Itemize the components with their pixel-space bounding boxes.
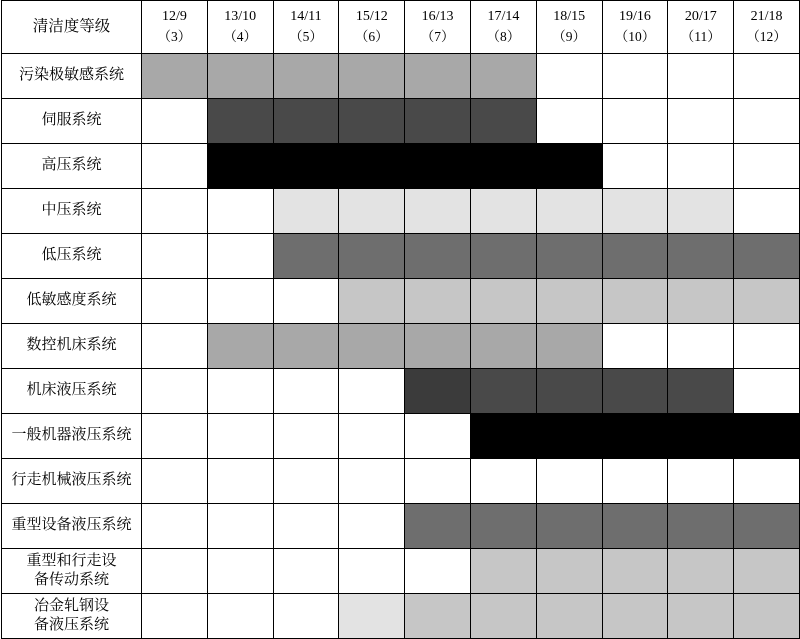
table-row <box>2 549 800 594</box>
cell-r0-c5 <box>470 54 536 99</box>
row-label-1-line1: 伺服系统 <box>41 112 102 129</box>
cell-r11-c1 <box>207 549 273 594</box>
cell-r8-c4 <box>405 414 471 459</box>
cell-r1-c4 <box>405 99 471 144</box>
cell-r5-c3 <box>339 279 405 324</box>
cell-r3-c4 <box>405 189 471 234</box>
cell-r0-c8 <box>668 54 734 99</box>
cell-r3-c0 <box>142 189 208 234</box>
table-row <box>2 504 800 549</box>
cell-r1-c0 <box>142 99 208 144</box>
cell-r11-c4 <box>405 549 471 594</box>
cell-r8-c3 <box>339 414 405 459</box>
cell-r3-c8 <box>668 189 734 234</box>
cell-r11-c3 <box>339 549 405 594</box>
cell-r3-c9 <box>734 189 800 234</box>
cell-r2-c1 <box>207 144 273 189</box>
table-row <box>2 189 800 234</box>
cell-r5-c1 <box>207 279 273 324</box>
cell-r2-c5 <box>470 144 536 189</box>
cell-r10-c5 <box>470 504 536 549</box>
cell-r9-c8 <box>668 459 734 504</box>
column-header-3-top: 15/12 <box>355 9 388 25</box>
cell-r0-c6 <box>536 54 602 99</box>
cell-r12-c8 <box>668 594 734 639</box>
row-label-11-line1: 重型和行走设 <box>26 552 117 569</box>
cell-r9-c2 <box>273 459 339 504</box>
cell-r6-c9 <box>734 324 800 369</box>
column-header-7-bottom: （10） <box>614 29 656 45</box>
cell-r3-c5 <box>470 189 536 234</box>
column-header-8 <box>668 1 734 54</box>
cell-r4-c9 <box>734 234 800 279</box>
cell-r12-c5 <box>470 594 536 639</box>
cell-r9-c7 <box>602 459 668 504</box>
cell-r2-c2 <box>273 144 339 189</box>
row-label-11-line2: 备传动系统 <box>33 572 109 588</box>
cell-r12-c1 <box>207 594 273 639</box>
cell-r0-c2 <box>273 54 339 99</box>
cell-r4-c2 <box>273 234 339 279</box>
cell-r7-c3 <box>339 369 405 414</box>
column-header-9-bottom: （12） <box>746 29 787 45</box>
column-header-2-top: 14/11 <box>290 9 322 25</box>
column-header-8-top: 20/17 <box>684 9 717 25</box>
cell-r2-c8 <box>668 144 734 189</box>
row-label-6-line1: 数控机床系统 <box>26 337 117 354</box>
column-header-9-top: 21/18 <box>750 9 783 25</box>
cell-r4-c1 <box>207 234 273 279</box>
cell-r6-c0 <box>142 324 208 369</box>
column-header-0-top: 12/9 <box>161 9 187 25</box>
cell-r7-c7 <box>602 369 668 414</box>
row-label-9 <box>2 459 142 504</box>
column-header-6 <box>536 1 602 54</box>
cell-r7-c8 <box>668 369 734 414</box>
row-label-3 <box>2 189 142 234</box>
row-label-12-line1: 冶金轧钢设 <box>33 597 109 614</box>
column-header-3 <box>339 1 405 54</box>
cell-r8-c1 <box>207 414 273 459</box>
table-row <box>2 279 800 324</box>
table-body <box>2 54 800 639</box>
row-label-2-line1: 高压系统 <box>41 157 102 174</box>
cell-r11-c2 <box>273 549 339 594</box>
row-label-3-line1: 中压系统 <box>41 202 102 219</box>
row-label-7-line1: 机床液压系统 <box>26 382 117 399</box>
header-row <box>2 1 800 54</box>
row-label-12-line2: 备液压系统 <box>33 617 109 633</box>
row-label-2 <box>2 144 142 189</box>
cell-r1-c9 <box>734 99 800 144</box>
column-header-7-top: 19/16 <box>619 9 651 25</box>
cell-r6-c1 <box>207 324 273 369</box>
column-header-4-top: 16/13 <box>421 9 454 25</box>
table-row <box>2 369 800 414</box>
row-label-9-line1: 行走机械液压系统 <box>11 472 132 489</box>
cell-r10-c2 <box>273 504 339 549</box>
cell-r8-c9 <box>734 414 800 459</box>
table-row <box>2 234 800 279</box>
cell-r5-c6 <box>536 279 602 324</box>
cell-r4-c4 <box>405 234 471 279</box>
cell-r1-c2 <box>273 99 339 144</box>
cell-r12-c7 <box>602 594 668 639</box>
cell-r4-c7 <box>602 234 668 279</box>
column-header-6-top: 18/15 <box>553 9 586 25</box>
column-header-5-top: 17/14 <box>487 9 520 25</box>
table-header <box>2 1 800 54</box>
cell-r7-c6 <box>536 369 602 414</box>
cell-r2-c0 <box>142 144 208 189</box>
cell-r1-c6 <box>536 99 602 144</box>
cleanliness-level-table <box>1 0 800 639</box>
column-header-2-bottom: （5） <box>289 29 323 45</box>
column-header-1 <box>207 1 273 54</box>
cell-r9-c1 <box>207 459 273 504</box>
row-label-8-line1: 一般机器液压系统 <box>11 427 132 444</box>
row-label-8 <box>2 414 142 459</box>
cell-r8-c0 <box>142 414 208 459</box>
column-header-9 <box>734 1 800 54</box>
cell-r4-c3 <box>339 234 405 279</box>
cell-r0-c0 <box>142 54 208 99</box>
cell-r11-c7 <box>602 549 668 594</box>
row-label-11 <box>2 549 142 594</box>
cell-r7-c5 <box>470 369 536 414</box>
cell-r10-c3 <box>339 504 405 549</box>
cell-r2-c3 <box>339 144 405 189</box>
table-row <box>2 459 800 504</box>
row-label-6 <box>2 324 142 369</box>
cell-r12-c3 <box>339 594 405 639</box>
cell-r9-c0 <box>142 459 208 504</box>
row-label-12 <box>2 594 142 639</box>
cell-r5-c2 <box>273 279 339 324</box>
cell-r0-c4 <box>405 54 471 99</box>
cell-r6-c8 <box>668 324 734 369</box>
cell-r9-c3 <box>339 459 405 504</box>
row-label-4 <box>2 234 142 279</box>
cell-r3-c3 <box>339 189 405 234</box>
cell-r6-c2 <box>273 324 339 369</box>
row-label-1 <box>2 99 142 144</box>
cell-r10-c1 <box>207 504 273 549</box>
cell-r10-c8 <box>668 504 734 549</box>
cell-r7-c0 <box>142 369 208 414</box>
column-header-1-bottom: （4） <box>223 29 258 45</box>
cell-r6-c4 <box>405 324 471 369</box>
row-label-4-line1: 低压系统 <box>41 247 102 264</box>
cell-r8-c6 <box>536 414 602 459</box>
cell-r6-c7 <box>602 324 668 369</box>
cell-r11-c8 <box>668 549 734 594</box>
column-header-4 <box>405 1 471 54</box>
cell-r0-c3 <box>339 54 405 99</box>
cell-r1-c1 <box>207 99 273 144</box>
cell-r10-c7 <box>602 504 668 549</box>
cell-r10-c0 <box>142 504 208 549</box>
cell-r11-c0 <box>142 549 208 594</box>
cell-r12-c0 <box>142 594 208 639</box>
corner-header-label: 清洁度等级 <box>2 1 142 54</box>
cell-r2-c7 <box>602 144 668 189</box>
cell-r8-c5 <box>470 414 536 459</box>
cell-r1-c3 <box>339 99 405 144</box>
cell-r5-c7 <box>602 279 668 324</box>
column-header-5 <box>470 1 536 54</box>
table-row <box>2 594 800 639</box>
cell-r7-c9 <box>734 369 800 414</box>
cell-r7-c2 <box>273 369 339 414</box>
table-row <box>2 99 800 144</box>
column-header-4-bottom: （7） <box>420 29 455 45</box>
row-label-5 <box>2 279 142 324</box>
cell-r11-c6 <box>536 549 602 594</box>
cell-r9-c9 <box>734 459 800 504</box>
cell-r12-c6 <box>536 594 602 639</box>
cell-r5-c5 <box>470 279 536 324</box>
cell-r7-c4 <box>405 369 471 414</box>
cell-r4-c6 <box>536 234 602 279</box>
row-label-10-line1: 重型设备液压系统 <box>11 517 132 534</box>
cell-r12-c2 <box>273 594 339 639</box>
cell-r5-c9 <box>734 279 800 324</box>
cell-r3-c6 <box>536 189 602 234</box>
cell-r6-c3 <box>339 324 405 369</box>
cell-r10-c4 <box>405 504 471 549</box>
column-header-1-top: 13/10 <box>224 9 257 25</box>
cell-r3-c1 <box>207 189 273 234</box>
table-row <box>2 144 800 189</box>
cell-r1-c5 <box>470 99 536 144</box>
cell-r1-c7 <box>602 99 668 144</box>
column-header-5-bottom: （8） <box>486 29 521 45</box>
cell-r2-c6 <box>536 144 602 189</box>
cell-r8-c2 <box>273 414 339 459</box>
cell-r4-c8 <box>668 234 734 279</box>
row-label-7 <box>2 369 142 414</box>
cell-r8-c7 <box>602 414 668 459</box>
cell-r4-c0 <box>142 234 208 279</box>
cell-r9-c4 <box>405 459 471 504</box>
cell-r11-c5 <box>470 549 536 594</box>
cell-r5-c0 <box>142 279 208 324</box>
cell-r3-c7 <box>602 189 668 234</box>
column-header-6-bottom: （9） <box>552 29 587 45</box>
cell-r4-c5 <box>470 234 536 279</box>
row-label-0 <box>2 54 142 99</box>
row-label-0-line1: 污染极敏感系统 <box>18 67 124 84</box>
cell-r10-c6 <box>536 504 602 549</box>
cell-r9-c6 <box>536 459 602 504</box>
column-header-0 <box>142 1 208 54</box>
cell-r0-c1 <box>207 54 273 99</box>
table-row <box>2 54 800 99</box>
cell-r5-c8 <box>668 279 734 324</box>
table-row <box>2 324 800 369</box>
cell-r2-c4 <box>405 144 471 189</box>
column-header-8-bottom: （11） <box>680 29 721 45</box>
cell-r6-c6 <box>536 324 602 369</box>
cell-r0-c9 <box>734 54 800 99</box>
cell-r9-c5 <box>470 459 536 504</box>
cell-r6-c5 <box>470 324 536 369</box>
cell-r3-c2 <box>273 189 339 234</box>
cell-r2-c9 <box>734 144 800 189</box>
cell-r11-c9 <box>734 549 800 594</box>
cell-r10-c9 <box>734 504 800 549</box>
table-row <box>2 414 800 459</box>
cell-r5-c4 <box>405 279 471 324</box>
cell-r8-c8 <box>668 414 734 459</box>
row-label-5-line1: 低敏感度系统 <box>26 292 117 309</box>
row-label-10 <box>2 504 142 549</box>
cell-r0-c7 <box>602 54 668 99</box>
column-header-0-bottom: （3） <box>157 29 192 45</box>
cell-r7-c1 <box>207 369 273 414</box>
cell-r12-c4 <box>405 594 471 639</box>
column-header-2 <box>273 1 339 54</box>
cell-r12-c9 <box>734 594 800 639</box>
column-header-3-bottom: （6） <box>354 29 389 45</box>
cell-r1-c8 <box>668 99 734 144</box>
column-header-7 <box>602 1 668 54</box>
